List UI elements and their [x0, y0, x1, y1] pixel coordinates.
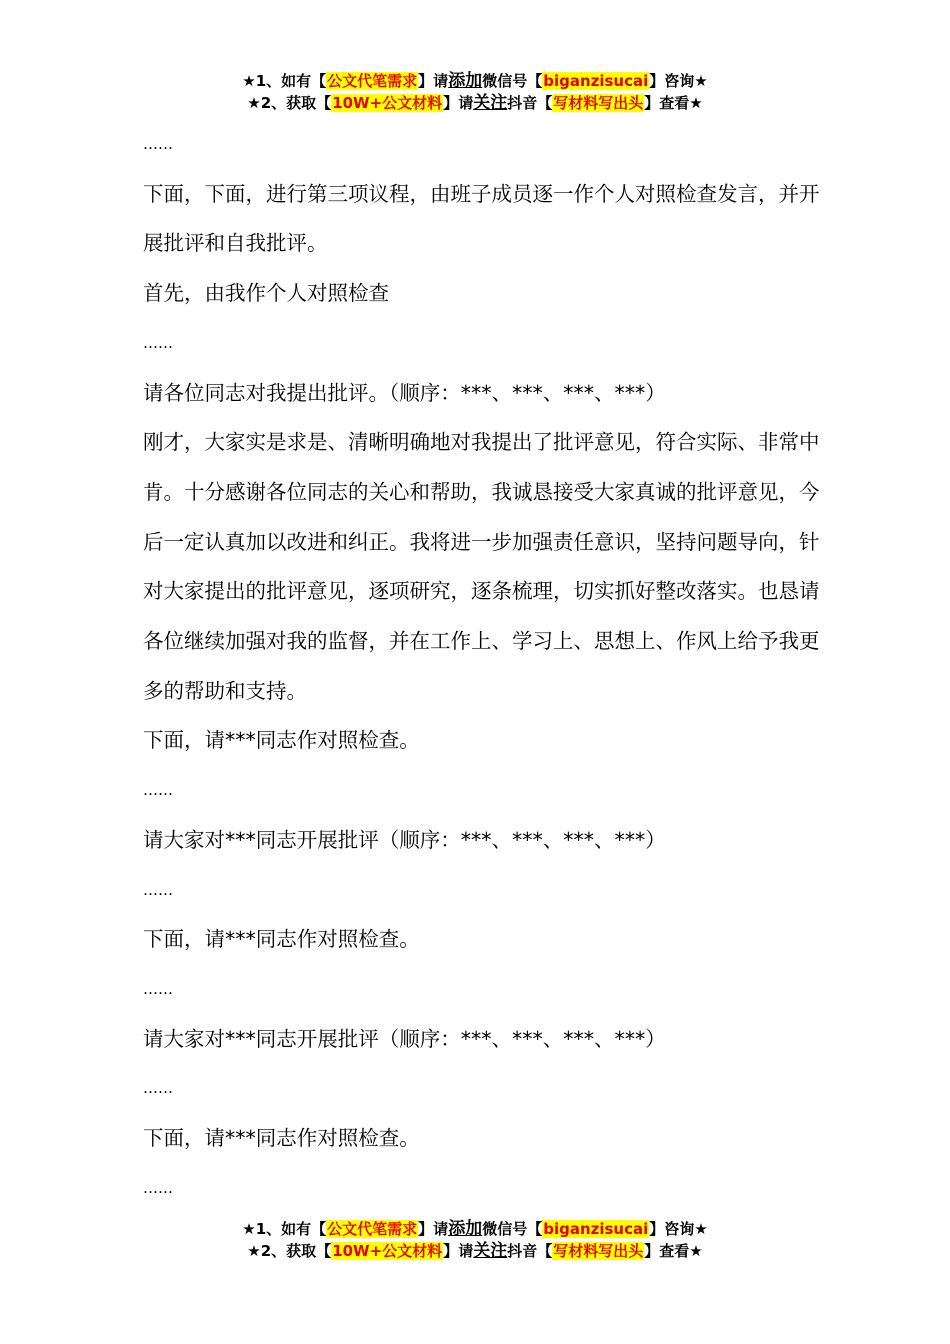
footer-banner — [0, 1218, 950, 1262]
header-line-1-suffix: 】咨询★ — [649, 72, 708, 90]
header-line-1-highlight-wechat: biganzisucai — [543, 72, 649, 90]
paragraph-next-check: 下面，请***同志作对照检查。 — [143, 728, 420, 753]
header-line-1-text: 】请 — [418, 72, 449, 90]
footer-line-1 — [0, 1218, 950, 1240]
footer-line-2-text: 】请 — [443, 1242, 474, 1260]
ellipsis: …… — [143, 1178, 173, 1197]
footer-line-2-emphasis: 关注 — [473, 1241, 508, 1261]
footer-line-1-highlight-service: 公文代笔需求 — [327, 1220, 418, 1238]
header-line-2-text-2: 抖音【 — [507, 94, 553, 112]
footer-line-1-text-2: 微信号【 — [482, 1220, 543, 1238]
paragraph-criticism-order: 请大家对***同志开展批评（顺序：***、***、***、***） — [143, 827, 666, 852]
footer-line-1-text: 】请 — [418, 1220, 449, 1238]
header-line-2-prefix: ★2、获取【 — [247, 94, 332, 112]
footer-line-2-highlight-materials: 10W+公文材料 — [332, 1242, 443, 1260]
ellipsis: …… — [143, 781, 173, 800]
paragraph-third-agenda: 下面，下面，进行第三项议程，由班子成员逐一作个人对照检查发言，并开展批评和自我批评。 — [143, 181, 820, 256]
header-line-1 — [0, 70, 950, 92]
header-line-1-text-2: 微信号【 — [482, 72, 543, 90]
footer-line-1-highlight-wechat: biganzisucai — [543, 1220, 649, 1238]
document-body — [143, 120, 833, 1213]
footer-line-2 — [0, 1240, 950, 1262]
paragraph-response: 刚才，大家实是求是、清晰明确地对我提出了批评意见，符合实际、非常中肯。十分感谢各位同志的关心和帮助，我诚恳接受大家真诚的批评意见，今后一定认真加以改进和纠正。我将进一步加强责任意识，坚持问题导向，针对大家提出的批评意见，逐项研究，逐条梳理，切实抓好整改落实。也恳请各位继续加强对我的监督，并在工作上、学习上、思想上、作风上给予我更多的帮助和支持。 — [143, 430, 820, 703]
header-line-1-emphasis: 添加 — [448, 71, 483, 91]
header-line-2-suffix: 】查看★ — [644, 94, 703, 112]
footer-line-2-suffix: 】查看★ — [644, 1242, 703, 1260]
header-line-2-highlight-materials: 10W+公文材料 — [332, 94, 443, 112]
paragraph-next-check: 下面，请***同志作对照检查。 — [143, 927, 420, 952]
ellipsis: …… — [143, 880, 173, 899]
footer-line-1-prefix: ★1、如有【 — [242, 1220, 327, 1238]
footer-line-2-highlight-douyin: 写材料写出头 — [553, 1242, 644, 1260]
header-line-1-prefix: ★1、如有【 — [242, 72, 327, 90]
paragraph-self-check: 首先，由我作个人对照检查 — [143, 281, 389, 306]
ellipsis: …… — [143, 1079, 173, 1098]
footer-line-1-suffix: 】咨询★ — [649, 1220, 708, 1238]
paragraph-criticism-order: 请大家对***同志开展批评（顺序：***、***、***、***） — [143, 1026, 666, 1051]
paragraph-request-criticism: 请各位同志对我提出批评。（顺序：***、***、***、***） — [143, 380, 666, 405]
header-line-2-highlight-douyin: 写材料写出头 — [553, 94, 644, 112]
footer-line-1-emphasis: 添加 — [448, 1219, 483, 1239]
header-line-2-emphasis: 关注 — [473, 93, 508, 113]
header-line-2-text: 】请 — [443, 94, 474, 112]
ellipsis: …… — [143, 979, 173, 998]
ellipsis: …… — [143, 333, 173, 352]
footer-line-2-prefix: ★2、获取【 — [247, 1242, 332, 1260]
header-banner — [0, 70, 950, 114]
footer-line-2-text-2: 抖音【 — [507, 1242, 553, 1260]
paragraph-next-check: 下面，请***同志作对照检查。 — [143, 1126, 420, 1151]
header-line-2 — [0, 92, 950, 114]
header-line-1-highlight-service: 公文代笔需求 — [327, 72, 418, 90]
ellipsis: …… — [143, 135, 173, 153]
